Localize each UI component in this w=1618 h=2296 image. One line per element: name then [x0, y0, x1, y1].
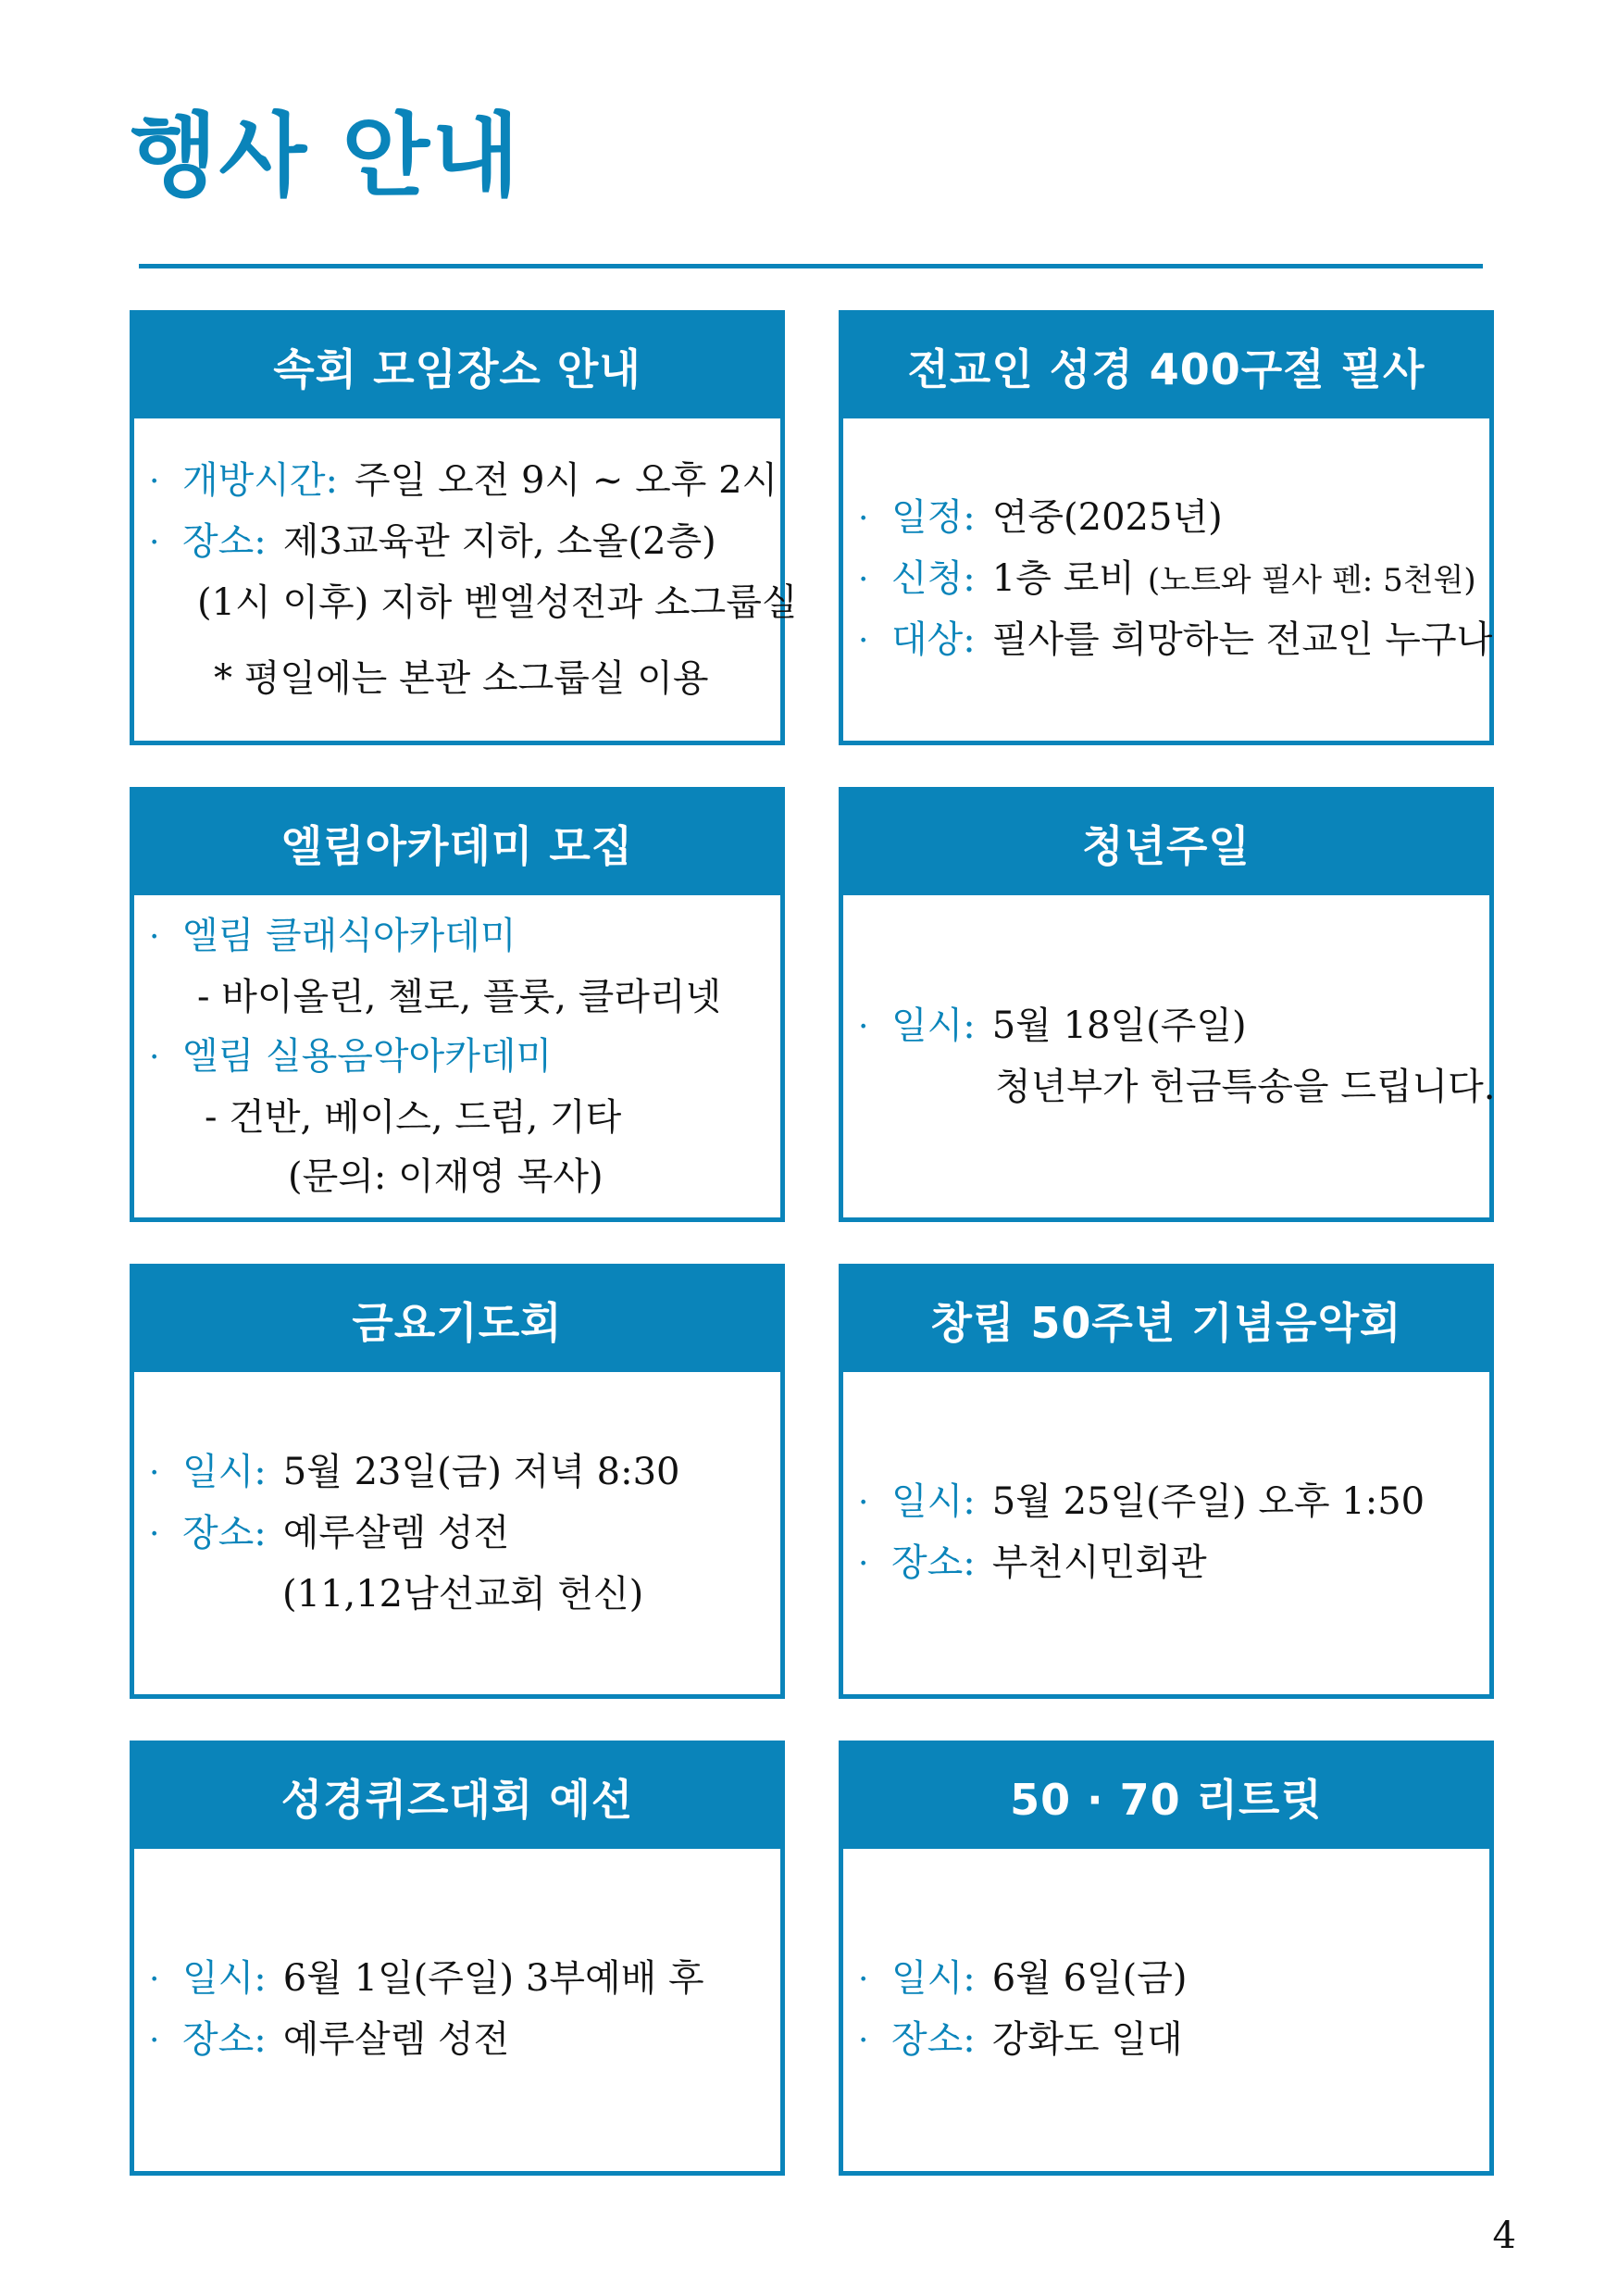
box-body [134, 1372, 780, 1694]
line-label: 일시: [891, 1957, 976, 2000]
info-line [149, 1565, 780, 1624]
info-line [858, 1057, 1496, 1117]
line-value: 5월 25일(주일) 오후 1:50 [991, 1480, 1425, 1523]
line-label: 장소: [891, 1541, 976, 1584]
line-label: 일정: [891, 496, 976, 539]
bullet-icon: · [858, 500, 869, 538]
bullet-icon: · [149, 2022, 160, 2060]
box-body [843, 418, 1493, 741]
box-body [134, 418, 798, 741]
line-value: 강화도 일대 [991, 2018, 1183, 2061]
info-line [858, 488, 1489, 549]
box-body [134, 1849, 780, 2171]
line-value: 필사를 희망하는 전교인 누구나 [991, 618, 1493, 661]
line-extra: (노트와 필사 펜: 5천원) [1147, 562, 1476, 599]
box-title: 50 · 70 리트릿 [843, 1745, 1489, 1849]
line-value: - 건반, 베이스, 드럼, 기타 [205, 1096, 622, 1139]
page-number: 4 [1492, 2215, 1516, 2257]
line-value: 연중(2025년) [991, 496, 1223, 539]
box-body [843, 1849, 1489, 2171]
bullet-icon: · [858, 1008, 869, 1046]
box-elim-academy [130, 787, 785, 1222]
note-line [149, 649, 780, 708]
bullet-icon: · [858, 1484, 869, 1522]
box-body [134, 895, 780, 1217]
contact-text: (문의: 이재영 목사) [288, 1155, 604, 1198]
info-line [858, 1949, 1489, 2010]
bullet-icon: · [149, 463, 160, 501]
line-label: 일시: [182, 1451, 267, 1493]
info-line [858, 2010, 1489, 2071]
info-line [149, 2010, 780, 2071]
line-label: 장소: [182, 520, 267, 563]
box-bible-quiz [130, 1741, 785, 2176]
bullet-icon: · [858, 1961, 869, 1999]
box-youth-sunday [839, 787, 1494, 1222]
info-line [858, 996, 1489, 1057]
box-anniversary-concert [839, 1264, 1494, 1699]
bullet-icon: · [858, 2022, 869, 2060]
info-line [149, 451, 780, 512]
info-line [149, 573, 798, 632]
line-value: - 바이올린, 첼로, 플룻, 클라리넷 [197, 976, 722, 1018]
box-bible-transcription [839, 310, 1494, 745]
info-line [149, 1027, 780, 1088]
line-label: 장소: [891, 2018, 976, 2061]
bullet-icon: · [149, 1961, 160, 1999]
line-value: 6월 1일(주일) 3부예배 후 [282, 1957, 704, 2000]
box-retreat [839, 1741, 1494, 2176]
line-value: 주일 오전 9시 ~ 오후 2시 [355, 459, 778, 502]
box-title: 속회 모임장소 안내 [134, 315, 780, 418]
box-sokhoe-meeting-place [130, 310, 798, 745]
box-title: 성경퀴즈대회 예선 [134, 1745, 780, 1849]
line-value: 예루살렘 성전 [282, 2018, 510, 2061]
title-divider [139, 264, 1483, 268]
box-title: 창립 50주년 기념음악회 [843, 1268, 1489, 1372]
line-label: 일시: [891, 1004, 976, 1047]
line-label: 일시: [891, 1480, 976, 1523]
bullet-icon: · [858, 561, 869, 599]
line-value: (11,12남선교회 헌신) [282, 1573, 644, 1616]
bullet-icon: · [149, 524, 160, 562]
box-title: 엘림아카데미 모집 [134, 792, 780, 895]
line-value: 예루살렘 성전 [282, 1512, 510, 1554]
line-label: 엘림 실용음악아카데미 [182, 1035, 553, 1078]
info-line [149, 1442, 780, 1504]
line-value: 5월 18일(주일) [991, 1004, 1247, 1047]
info-line [149, 967, 780, 1027]
line-value: 제3교육관 지하, 소올(2층) [282, 520, 716, 563]
line-label: 일시: [182, 1957, 267, 2000]
bullet-icon: · [858, 622, 869, 660]
info-line [858, 1533, 1489, 1594]
line-value: 청년부가 헌금특송을 드립니다. [995, 1066, 1496, 1108]
bullet-icon: · [149, 1516, 160, 1554]
line-label: 개방시간: [182, 459, 339, 502]
box-body [843, 895, 1496, 1217]
box-title: 전교인 성경 400구절 필사 [843, 315, 1489, 418]
line-value: (1시 이후) 지하 벧엘성전과 소그룹실 [197, 581, 798, 624]
page-title: 행사 안내 [130, 104, 521, 209]
bullet-icon: · [149, 1454, 160, 1492]
line-label: 대상: [891, 618, 976, 661]
info-line [858, 549, 1489, 610]
info-line [149, 1949, 780, 2010]
info-line [149, 512, 780, 573]
line-value: 부천시민회관 [991, 1541, 1207, 1584]
bullet-icon: · [858, 1545, 869, 1583]
line-label: 장소: [182, 2018, 267, 2061]
line-label: 장소: [182, 1512, 267, 1554]
box-friday-prayer [130, 1264, 785, 1699]
info-line [149, 906, 780, 967]
info-line [149, 1147, 780, 1206]
line-label: 엘림 클래식아카데미 [182, 915, 517, 957]
line-label: 신청: [891, 557, 976, 600]
bullet-icon: · [149, 918, 160, 956]
box-title: 금요기도회 [134, 1268, 780, 1372]
line-value: 1층 로비 [991, 557, 1135, 600]
box-body [843, 1372, 1489, 1694]
info-line [858, 1472, 1489, 1533]
line-value: 6월 6일(금) [991, 1957, 1188, 2000]
bullet-icon: · [149, 1039, 160, 1077]
line-value: 5월 23일(금) 저녁 8:30 [282, 1451, 680, 1493]
box-title: 청년주일 [843, 792, 1489, 895]
note-text: * 평일에는 본관 소그룹실 이용 [214, 657, 709, 700]
info-line [858, 610, 1493, 671]
info-line [149, 1088, 780, 1147]
info-line [149, 1504, 780, 1565]
